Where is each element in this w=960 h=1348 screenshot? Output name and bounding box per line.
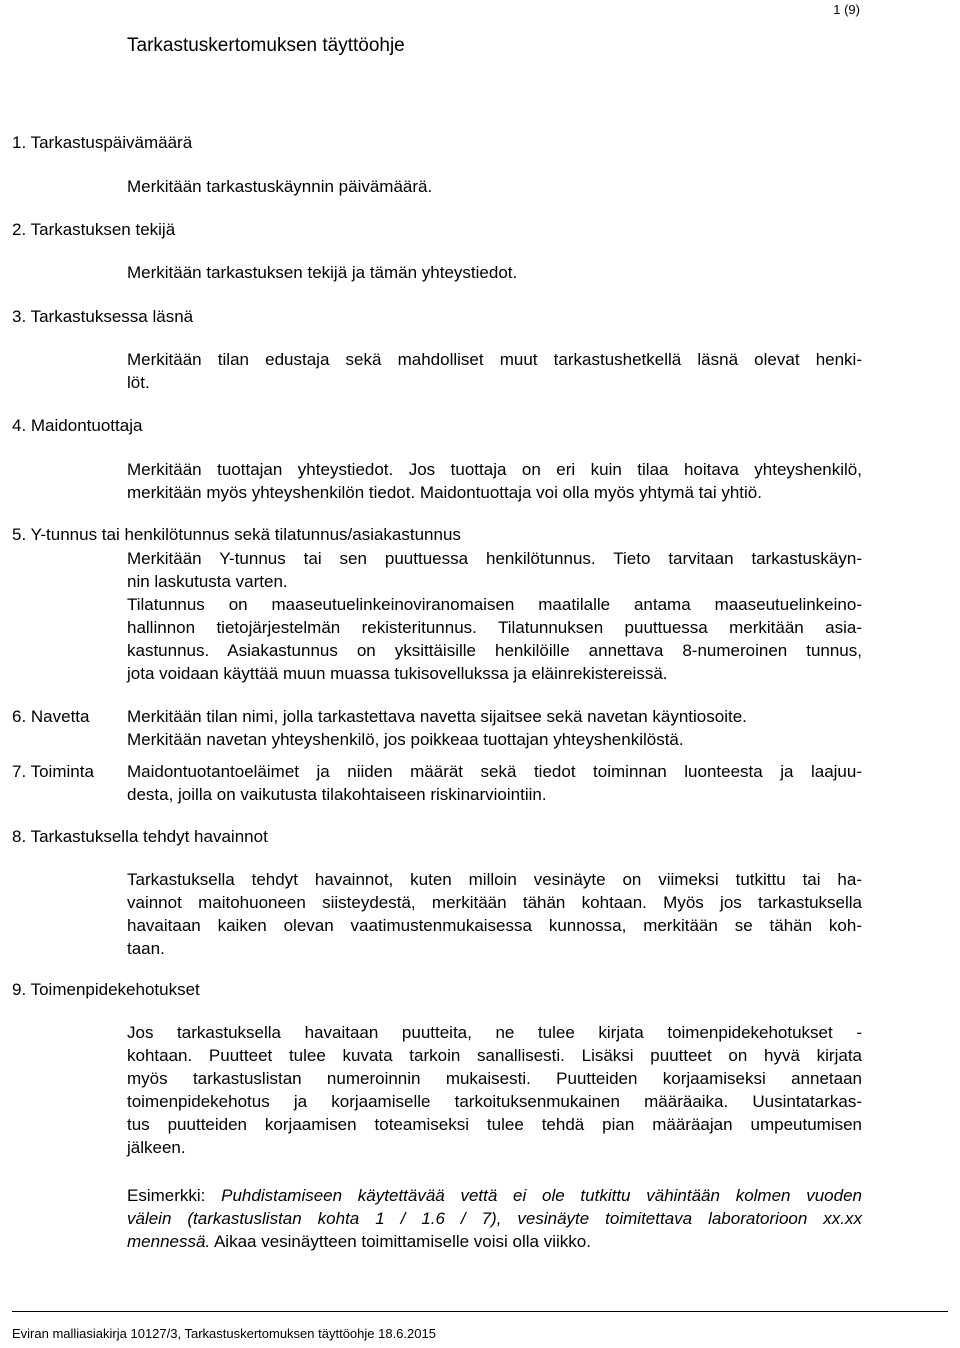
section-4-heading: 4. Maidontuottaja (12, 416, 143, 435)
section-5-heading: 5. Y-tunnus tai henkilötunnus sekä tilatunnus/asiakastunnus (12, 525, 461, 544)
text-line: nin laskutusta varten. (127, 572, 288, 591)
section-2-text: Merkitään tarkastuksen tekijä ja tämän yhteystiedot. (127, 263, 518, 282)
example-text: Puhdistamiseen käytettävää vettä ei ole tutkittu vähintään kolmen vuoden (221, 1186, 862, 1205)
section-8-text (127, 868, 862, 960)
example-text: mennessä. (127, 1232, 211, 1251)
text-line: taan. (127, 939, 165, 958)
example-label: Esimerkki: (127, 1186, 222, 1205)
section-7-text (127, 760, 862, 806)
text-line: Merkitään Y-tunnus tai sen puuttuessa henkilötunnus. Tieto tarvitaan tarkastuskäyn- (127, 549, 862, 568)
text-line: Tarkastuksella tehdyt havainnot, kuten milloin vesinäyte on viimeksi tutkittu tai ha- (127, 870, 862, 889)
text-line: Tilatunnus on maaseutuelinkeinoviranomaisen maatilalle antama maaseutuelinkeino- (127, 595, 862, 614)
text-line: löt. (127, 373, 150, 392)
text-line: toimenpidekehotus ja korjaamiselle tarkoituksenmukainen määräaika. Uusintatarkas- (127, 1092, 862, 1111)
section-2-heading: 2. Tarkastuksen tekijä (12, 220, 176, 239)
section-1-heading: 1. Tarkastuspäivämäärä (12, 133, 193, 152)
section-7-heading: 7. Toiminta (12, 762, 94, 781)
text-line: tus puutteiden korjaamisen toteamiseksi tulee tehdä pian määräajan umpeutumisen (127, 1115, 862, 1134)
section-6-heading: 6. Navetta (12, 707, 90, 726)
text-line: kastunnus. Asiakastunnus on yksittäisille henkilöille annettava 8-numeroinen tunnus, (127, 641, 862, 660)
text-line: desta, joilla on vaikutusta tilakohtaiseen riskinarviointiin. (127, 785, 547, 804)
example-tail: Aikaa vesinäytteen toimittamiselle voisi olla viikko. (210, 1232, 591, 1251)
text-line: Maidontuotantoeläimet ja niiden määrät sekä tiedot toiminnan luonteesta ja laajuu- (127, 762, 862, 781)
text-line: Merkitään tuottajan yhteystiedot. Jos tuottaja on eri kuin tilaa hoitava yhteyshenkilö, (127, 460, 862, 479)
text-line: Merkitään tilan nimi, jolla tarkastettava navetta sijaitsee sekä navetan käyntiosoite. (127, 707, 747, 726)
footer-divider (12, 1311, 948, 1312)
text-line (127, 1184, 862, 1207)
section-3-heading: 3. Tarkastuksessa läsnä (12, 307, 194, 326)
text-line: Jos tarkastuksella havaitaan puutteita, ne tulee kirjata toimenpidekehotukset - (127, 1023, 862, 1042)
section-3-text (127, 348, 862, 394)
text-line: jota voidaan käyttää muun muassa tukisovellukssa ja eläinrekistereissä. (127, 664, 668, 683)
section-5-text (127, 547, 862, 685)
section-9-text (127, 1021, 862, 1159)
text-line: kohtaan. Puutteet tulee kuvata tarkoin sanallisesti. Lisäksi puutteet on hyvä kirjata (127, 1046, 862, 1065)
example-paragraph (127, 1184, 862, 1253)
text-line (127, 1207, 862, 1230)
text-line: Merkitään navetan yhteyshenkilö, jos poikkeaa tuottajan yhteyshenkilöstä. (127, 730, 684, 749)
section-8-heading: 8. Tarkastuksella tehdyt havainnot (12, 827, 268, 846)
text-line: myös tarkastuslistan numeroinnin mukaisesti. Puutteiden korjaamiseksi annetaan (127, 1069, 862, 1088)
text-line: hallinnon tietojärjestelmän rekisteritunnus. Tilatunnuksen puuttuessa merkitään asia- (127, 618, 862, 637)
page-number: 1 (9) (833, 2, 860, 17)
document-title: Tarkastuskertomuksen täyttöohje (127, 35, 405, 56)
example-text: välein (tarkastuslistan kohta 1 / 1.6 / 7), vesinäyte toimitettava laboratorioon xx.xx (127, 1209, 862, 1228)
text-line (127, 1230, 862, 1253)
section-9-heading: 9. Toimenpidekehotukset (12, 980, 200, 999)
footer-text: Eviran malliasiakirja 10127/3, Tarkastuskertomuksen täyttöohje 18.6.2015 (12, 1326, 436, 1341)
text-line: merkitään myös yhteyshenkilön tiedot. Maidontuottaja voi olla myös yhtymä tai yhtiö. (127, 483, 762, 502)
text-line: jälkeen. (127, 1138, 186, 1157)
text-line: havaitaan kaiken olevan vaatimustenmukaisessa kunnossa, merkitään se tähän koh- (127, 916, 862, 935)
section-4-text (127, 458, 862, 504)
section-6-text (127, 705, 862, 751)
text-line: vainnot maitohuoneen siisteydestä, merkitään tähän kohtaan. Myös jos tarkastuksella (127, 893, 862, 912)
section-1-text: Merkitään tarkastuskäynnin päivämäärä. (127, 177, 433, 196)
text-line: Merkitään tilan edustaja sekä mahdolliset muut tarkastushetkellä läsnä olevat henki- (127, 350, 862, 369)
